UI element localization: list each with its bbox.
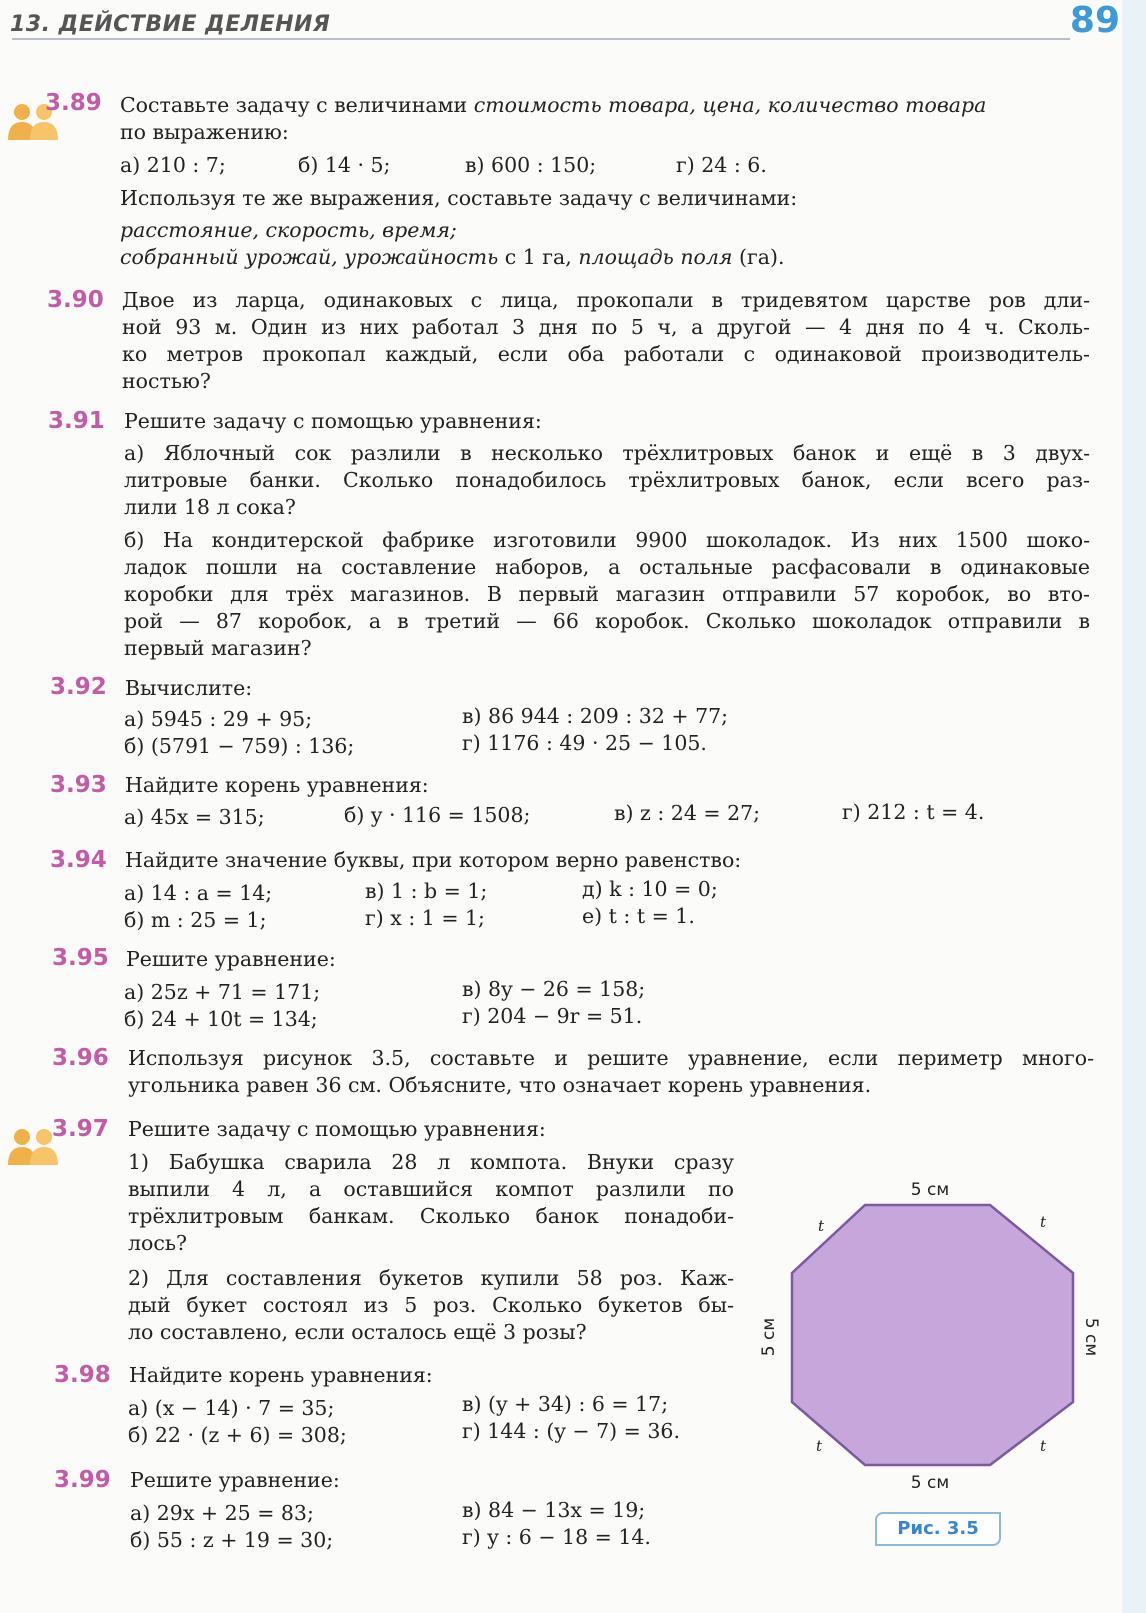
side-label-right: 5 см (1081, 1317, 1101, 1357)
page-edge (1122, 0, 1146, 1613)
p389-item-d: г) 24 : 6. (676, 153, 767, 177)
p390-line: ко метров прокопал каждый, если оба работали с одинаковой производитель- (122, 342, 1090, 366)
p392-item-b: б) (5791 − 759) : 136; (124, 734, 355, 758)
problem-number-392: 3.92 (50, 674, 107, 700)
p398-item-a: а) (x − 14) · 7 = 35; (128, 1396, 335, 1420)
problem-number-396: 3.96 (52, 1045, 109, 1071)
p397-one-line: трёхлитровым банкам. Сколько банок понадоби- (128, 1204, 734, 1228)
side-label-bottom: 5 см (910, 1473, 950, 1493)
diag-label-br: t (1040, 1437, 1047, 1455)
p394-item-e: д) k : 10 = 0; (582, 877, 718, 901)
p399-item-a: а) 29x + 25 = 83; (130, 1501, 314, 1525)
p399-item-d: г) y : 6 − 18 = 14. (462, 1525, 651, 1549)
p391-intro: Решите задачу с помощью уравнения: (124, 409, 542, 433)
p391-a-line: литровые банки. Сколько понадобилось трёхлитровых банок, если всего раз- (124, 468, 1090, 492)
p398-intro: Найдите корень уравнения: (129, 1363, 433, 1387)
p393-item-a: а) 45x = 315; (124, 805, 265, 829)
p389-quantities: стоимость товара, цена, количество товара (473, 93, 987, 117)
p389-per-ha: с 1 га, (498, 245, 579, 269)
p390-line: Двое из ларца, одинаковых с лица, прокопали в тридевятом царстве ров дли- (122, 288, 1090, 312)
diag-label-tr: t (1040, 1213, 1047, 1231)
p394-item-d: г) x : 1 = 1; (365, 906, 485, 930)
p399-item-c: в) 84 − 13x = 19; (462, 1498, 646, 1522)
problem-number-394: 3.94 (50, 847, 107, 873)
p391-b-line: рой — 87 коробок, а в третий — 66 коробок. Сколько шоколадок отправили в (124, 609, 1090, 633)
p389-item-c: в) 600 : 150; (465, 153, 597, 177)
p391-b-line: б) На кондитерской фабрике изготовили 9900 шоколадок. Из них 1500 шоко- (124, 528, 1090, 552)
p396-line: Используя рисунок 3.5, составьте и решите уравнение, если периметр много- (128, 1046, 1094, 1070)
p394-item-c: в) 1 : b = 1; (365, 879, 488, 903)
problem-389-line1 (120, 92, 1090, 119)
p390-line: ной 93 м. Один из них работал 3 дня по 5 ч, а другой — 4 дня по 4 ч. Сколь- (122, 315, 1090, 339)
p397-two-line: 2) Для составления букетов купили 58 роз. Каж- (128, 1266, 734, 1290)
p396-line: угольника равен 36 см. Объясните, что означает корень уравнения. (128, 1073, 872, 1097)
problem-number-398: 3.98 (54, 1362, 111, 1388)
side-label-top: 5 см (910, 1180, 950, 1200)
problem-number-397: 3.97 (52, 1116, 109, 1142)
problem-number-399: 3.99 (54, 1467, 111, 1493)
p392-item-d: г) 1176 : 49 · 25 − 105. (462, 731, 707, 755)
p395-intro: Решите уравнение: (126, 947, 336, 971)
problem-389-line2: по выражению: (120, 120, 289, 144)
p392-intro: Вычислите: (125, 676, 253, 700)
problem-389-line3: Используя те же выражения, составьте задачу с величинами: (120, 186, 798, 210)
p395-item-a: а) 25z + 71 = 171; (124, 980, 321, 1004)
p389-harvest: собранный урожай, урожайность (120, 245, 499, 269)
figure-caption: Рис. 3.5 (875, 1512, 1001, 1546)
p391-b-line: коробки для трёх магазинов. В первый магазин отправили 57 коробок, во вто- (124, 582, 1090, 606)
problem-number-395: 3.95 (52, 945, 109, 971)
figure-octagon (750, 1165, 1120, 1505)
p397-two-line: ло составлено, если осталось ещё 3 розы? (128, 1320, 587, 1344)
diag-label-tl: t (818, 1217, 825, 1235)
p397-one-line: выпили 4 л, а оставшийся компот разлили по (128, 1177, 734, 1201)
p397-two-line: дый букет состоял из 5 роз. Сколько букетов бы- (128, 1293, 734, 1317)
p392-item-c: в) 86 944 : 209 : 32 + 77; (462, 704, 729, 728)
p393-item-c: в) z : 24 = 27; (614, 801, 761, 825)
p389-unit: (га). (732, 245, 785, 269)
p398-item-d: г) 144 : (y − 7) = 36. (462, 1419, 680, 1443)
p393-intro: Найдите корень уравнения: (125, 773, 429, 797)
diag-label-bl: t (816, 1437, 823, 1455)
p394-intro: Найдите значение буквы, при котором верно равенство: (125, 848, 742, 872)
p394-item-a: а) 14 : a = 14; (124, 881, 273, 905)
p391-a-line: а) Яблочный сок разлили в несколько трёхлитровых банок и ещё в 3 двух- (124, 441, 1090, 465)
p398-item-b: б) 22 · (z + 6) = 308; (128, 1423, 347, 1447)
problem-number-390: 3.90 (47, 287, 104, 313)
side-label-left: 5 см (759, 1317, 779, 1357)
p391-a-line: лили 18 л сока? (124, 495, 296, 519)
p395-item-b: б) 24 + 10t = 134; (124, 1007, 318, 1031)
section-title: 13. ДЕЙСТВИЕ ДЕЛЕНИЯ (10, 12, 331, 37)
p395-item-c: в) 8y − 26 = 158; (462, 977, 646, 1001)
p397-one-line: лось? (128, 1231, 187, 1255)
p391-b-line: первый магазин? (124, 636, 312, 660)
problem-number-391: 3.91 (48, 408, 105, 434)
p395-item-d: г) 204 − 9r = 51. (462, 1004, 643, 1028)
p391-b-line: ладок пошли на составление наборов, а остальные расфасовали в одинаковые (124, 555, 1090, 579)
p397-one-line: 1) Бабушка сварила 28 л компота. Внуки сразу (128, 1150, 734, 1174)
p399-item-b: б) 55 : z + 19 = 30; (130, 1528, 334, 1552)
problem-number-393: 3.93 (50, 772, 107, 798)
header-rule (12, 38, 1070, 40)
p389-area: площадь поля (578, 245, 733, 269)
p397-intro: Решите задачу с помощью уравнения: (128, 1117, 546, 1141)
octagon-shape (792, 1205, 1073, 1465)
p399-intro: Решите уравнение: (130, 1468, 340, 1492)
p394-item-f: е) t : t = 1. (582, 904, 695, 928)
p389-text: Составьте задачу с величинами (120, 93, 468, 117)
p389-item-a: а) 210 : 7; (120, 153, 226, 177)
problem-389-line5 (120, 244, 785, 271)
p393-item-d: г) 212 : t = 4. (842, 800, 985, 824)
p390-line: ностью? (122, 369, 211, 393)
p392-item-a: а) 5945 : 29 + 95; (124, 707, 313, 731)
p398-item-c: в) (y + 34) : 6 = 17; (462, 1392, 669, 1416)
page-number: 89 (1069, 0, 1120, 41)
problem-389-line4: расстояние, скорость, время; (120, 218, 457, 242)
p389-item-b: б) 14 · 5; (298, 153, 391, 177)
problem-number-389: 3.89 (45, 90, 102, 116)
p394-item-b: б) m : 25 = 1; (124, 908, 267, 932)
p393-item-b: б) y · 116 = 1508; (344, 803, 531, 827)
